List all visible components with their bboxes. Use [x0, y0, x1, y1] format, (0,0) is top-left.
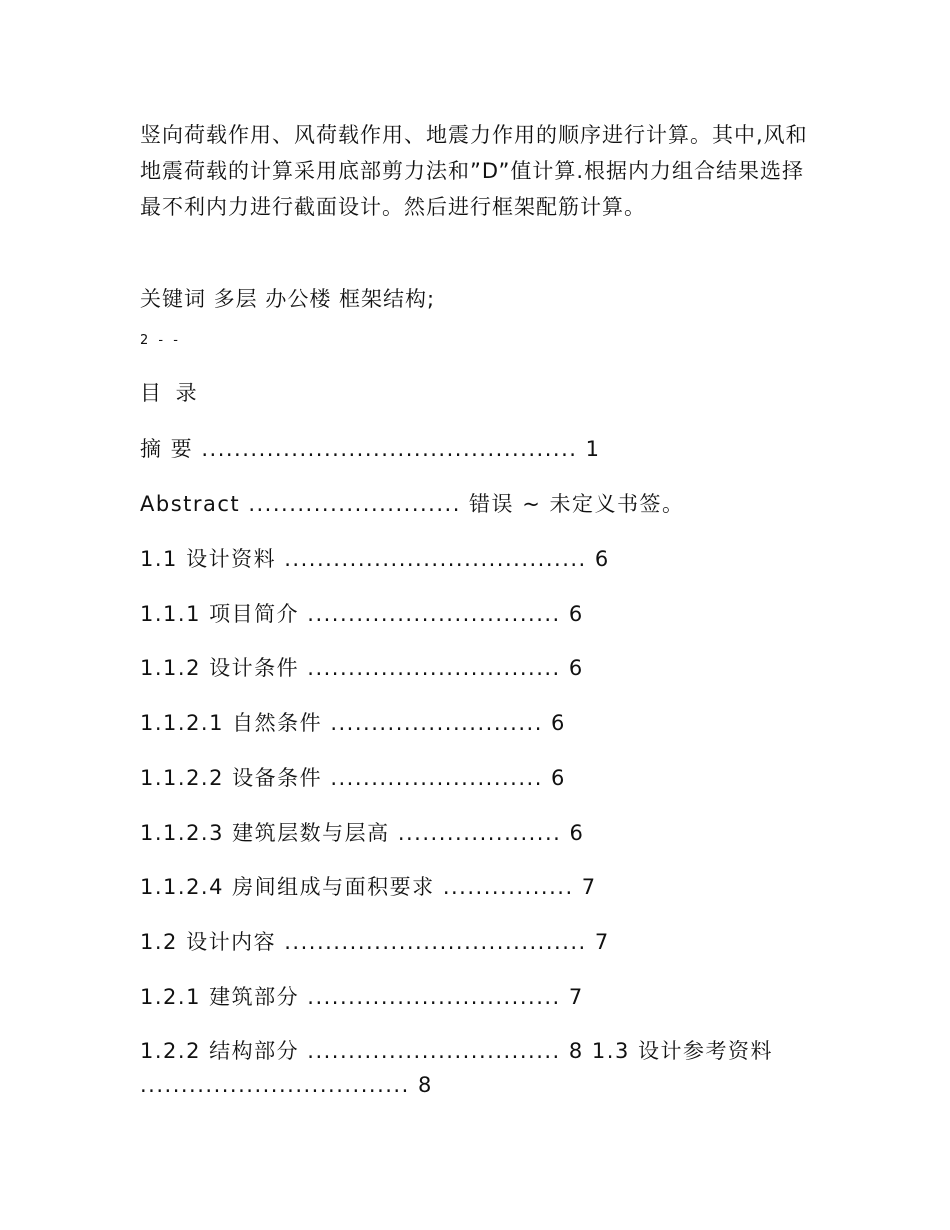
toc-entry-1-2-1[interactable]: 1.2.1 建筑部分 ............................... 7 [140, 985, 584, 1009]
abstract-paragraph: 竖向荷载作用、风荷载作用、地震力作用的顺序进行计算。其中,风和地震荷载的计算采用底部剪力法和”D”值计算.根据内力组合结果选择最不利内力进行截面设计。然后进行框架配筋计算。 [140, 123, 808, 219]
toc-entry-1-1[interactable]: 1.1 设计资料 ..................................... 6 [140, 547, 610, 571]
toc-entry-zhaiyao[interactable]: 摘 要 .............................................. 1 [140, 437, 601, 461]
toc-entry-1-2[interactable]: 1.2 设计内容 ..................................... 7 [140, 930, 610, 954]
keywords-line: 关键词 多层 办公楼 框架结构; [140, 287, 436, 311]
toc-entry-1-1-2-2[interactable]: 1.1.2.2 设备条件 .......................... 6 [140, 766, 566, 790]
toc-entry-1-1-2[interactable]: 1.1.2 设计条件 ............................... 6 [140, 656, 584, 680]
toc-title: 目 录 [140, 381, 201, 405]
page-number-marker: 2 - - [140, 333, 181, 348]
toc-entry-1-2-2-and-1-3[interactable]: 1.2.2 结构部分 ............................... 8 1.3 设计参考资料 ................................. 8 [140, 1039, 774, 1097]
toc-entry-1-1-2-3[interactable]: 1.1.2.3 建筑层数与层高 .................... 6 [140, 821, 585, 845]
toc-entry-1-1-1[interactable]: 1.1.1 项目简介 ............................... 6 [140, 602, 584, 626]
toc-entry-abstract[interactable]: Abstract .......................... 错误 ~ 未定义书签。 [140, 492, 685, 516]
toc-entry-1-1-2-4[interactable]: 1.1.2.4 房间组成与面积要求 ................ 7 [140, 875, 597, 899]
toc-entry-1-1-2-1[interactable]: 1.1.2.1 自然条件 .......................... 6 [140, 711, 566, 735]
